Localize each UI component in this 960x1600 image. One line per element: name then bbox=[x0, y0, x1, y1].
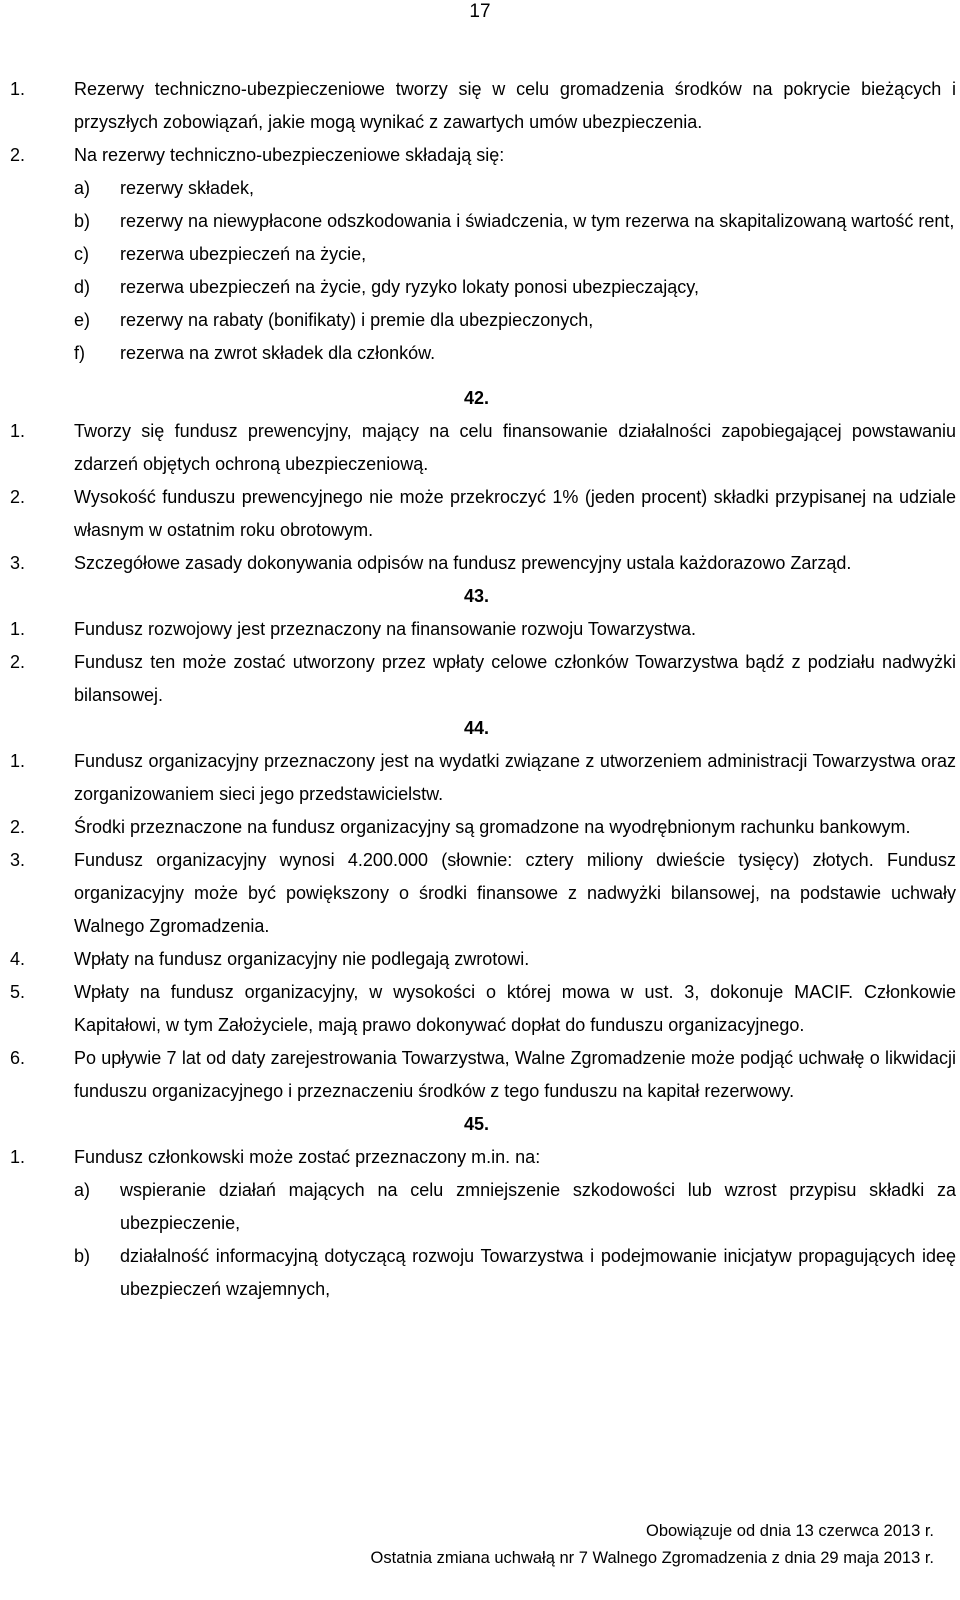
item-text: Wysokość funduszu prewencyjnego nie może przekroczyć 1% (jeden procent) składki przypisanej na udziale własnym w ostatnim roku obrotowym. bbox=[74, 487, 956, 540]
sub-item bbox=[10, 1174, 956, 1240]
item-text: Środki przeznaczone na fundusz organizacyjny są gromadzone na wyodrębnionym rachunku bankowym. bbox=[74, 817, 911, 837]
paragraph-item bbox=[10, 481, 956, 547]
sub-item bbox=[10, 1240, 956, 1306]
sub-item-letter: b) bbox=[74, 211, 91, 231]
paragraph-item bbox=[10, 745, 956, 811]
sub-item-letter: b) bbox=[74, 1246, 91, 1266]
section-heading-44: 44. bbox=[464, 718, 490, 738]
paragraph-item bbox=[10, 976, 956, 1042]
sub-item-letter: c) bbox=[74, 244, 89, 264]
section-heading-45: 45. bbox=[464, 1114, 490, 1134]
item-text: Wpłaty na fundusz organizacyjny, w wysokości o której mowa w ust. 3, dokonuje MACIF. Członkowie Kapitałowi, w tym Założyciele, mają prawo dokonywać dopłat do funduszu organizacyjnego. bbox=[74, 982, 956, 1035]
page-number: 17 bbox=[469, 1, 491, 22]
paragraph-item bbox=[10, 943, 956, 976]
section-heading-42: 42. bbox=[464, 388, 490, 408]
item-number: 1. bbox=[10, 619, 26, 639]
item-number: 5. bbox=[10, 982, 26, 1002]
sub-item bbox=[10, 304, 956, 337]
item-text: Rezerwy techniczno-ubezpieczeniowe tworzy się w celu gromadzenia środków na pokrycie bieżących i przyszłych zobowiązań, jakie mogą wynikać z zawartych umów ubezpieczenia. bbox=[74, 79, 956, 132]
sub-item-letter: d) bbox=[74, 277, 91, 297]
item-number: 3. bbox=[10, 553, 26, 573]
item-text: Wpłaty na fundusz organizacyjny nie podlegają zwrotowi. bbox=[74, 949, 530, 969]
item-text: Fundusz członkowski może zostać przeznaczony m.in. na: bbox=[74, 1147, 541, 1167]
paragraph-item bbox=[10, 811, 956, 844]
item-number: 4. bbox=[10, 949, 26, 969]
sub-item-text: rezerwa ubezpieczeń na życie, bbox=[120, 244, 367, 264]
item-number: 2. bbox=[10, 817, 26, 837]
paragraph-item bbox=[10, 415, 956, 481]
paragraph-item bbox=[10, 73, 956, 139]
item-number: 2. bbox=[10, 145, 26, 165]
sub-item-letter: f) bbox=[74, 343, 85, 363]
item-number: 1. bbox=[10, 421, 26, 441]
paragraph-item bbox=[10, 139, 956, 172]
item-number: 1. bbox=[10, 79, 26, 99]
item-number: 1. bbox=[10, 751, 26, 771]
sub-item bbox=[10, 172, 956, 205]
item-number: 6. bbox=[10, 1048, 26, 1068]
item-text: Fundusz organizacyjny wynosi 4.200.000 (słownie: cztery miliony dwieście tysięcy) złotych. Fundusz organizacyjny może być powiększony o środki finansowe z nadwyżki bilansowej, na podstawie uchwały Walnego Zgromadzenia. bbox=[74, 850, 956, 936]
sub-item bbox=[10, 205, 956, 238]
item-text: Fundusz rozwojowy jest przeznaczony na finansowanie rozwoju Towarzystwa. bbox=[74, 619, 696, 639]
item-number: 1. bbox=[10, 1147, 26, 1167]
sub-item bbox=[10, 271, 956, 304]
footer-last-amendment: Ostatnia zmiana uchwałą nr 7 Walnego Zgromadzenia z dnia 29 maja 2013 r. bbox=[370, 1549, 934, 1567]
sub-item bbox=[10, 238, 956, 271]
item-number: 2. bbox=[10, 487, 26, 507]
sub-item bbox=[10, 337, 956, 370]
item-text: Tworzy się fundusz prewencyjny, mający na celu finansowanie działalności zapobiegającej powstawaniu zdarzeń objętych ochroną ubezpieczeniową. bbox=[74, 421, 956, 474]
sub-item-text: rezerwy na rabaty (bonifikaty) i premie dla ubezpieczonych, bbox=[120, 310, 594, 330]
paragraph-item bbox=[10, 1042, 956, 1108]
paragraph-item bbox=[10, 1141, 956, 1174]
item-number: 3. bbox=[10, 850, 26, 870]
sub-item-text: rezerwa na zwrot składek dla członków. bbox=[120, 343, 436, 363]
item-text: Po upływie 7 lat od daty zarejestrowania Towarzystwa, Walne Zgromadzenie może podjąć uchwałę o likwidacji funduszu organizacyjnego i przeznaczeniu środków z tego funduszu na kapitał rezerwowy. bbox=[74, 1048, 956, 1101]
section-heading-43: 43. bbox=[464, 586, 490, 606]
item-number: 2. bbox=[10, 652, 26, 672]
paragraph-item bbox=[10, 844, 956, 943]
sub-item-letter: a) bbox=[74, 178, 91, 198]
paragraph-item bbox=[10, 613, 956, 646]
item-text: Na rezerwy techniczno-ubezpieczeniowe składają się: bbox=[74, 145, 505, 165]
sub-item-text: wspieranie działań mających na celu zmniejszenie szkodowości lub wzrost przypisu składki za ubezpieczenie, bbox=[120, 1180, 956, 1233]
item-text: Fundusz ten może zostać utworzony przez wpłaty celowe członków Towarzystwa bądź z podziału nadwyżki bilansowej. bbox=[74, 652, 956, 705]
sub-item-letter: a) bbox=[74, 1180, 91, 1200]
section-spacer bbox=[10, 370, 956, 382]
document-body bbox=[10, 73, 956, 1306]
sub-item-text: rezerwy składek, bbox=[120, 178, 255, 198]
item-text: Szczegółowe zasady dokonywania odpisów na fundusz prewencyjny ustala każdorazowo Zarząd. bbox=[74, 553, 852, 573]
paragraph-item bbox=[10, 646, 956, 712]
paragraph-item bbox=[10, 547, 956, 580]
sub-item-text: działalność informacyjną dotyczącą rozwoju Towarzystwa i podejmowanie inicjatyw propagujących ideę ubezpieczeń wzajemnych, bbox=[120, 1246, 956, 1299]
item-text: Fundusz organizacyjny przeznaczony jest na wydatki związane z utworzeniem administracji Towarzystwa oraz zorganizowaniem sieci jego przedstawicielstw. bbox=[74, 751, 956, 804]
sub-item-letter: e) bbox=[74, 310, 91, 330]
footer-effective-date: Obowiązuje od dnia 13 czerwca 2013 r. bbox=[645, 1522, 934, 1540]
sub-item-text: rezerwy na niewypłacone odszkodowania i świadczenia, w tym rezerwa na skapitalizowaną wartość rent, bbox=[120, 211, 955, 231]
document-footer bbox=[234, 1518, 934, 1572]
sub-item-text: rezerwa ubezpieczeń na życie, gdy ryzyko lokaty ponosi ubezpieczający, bbox=[120, 277, 699, 297]
